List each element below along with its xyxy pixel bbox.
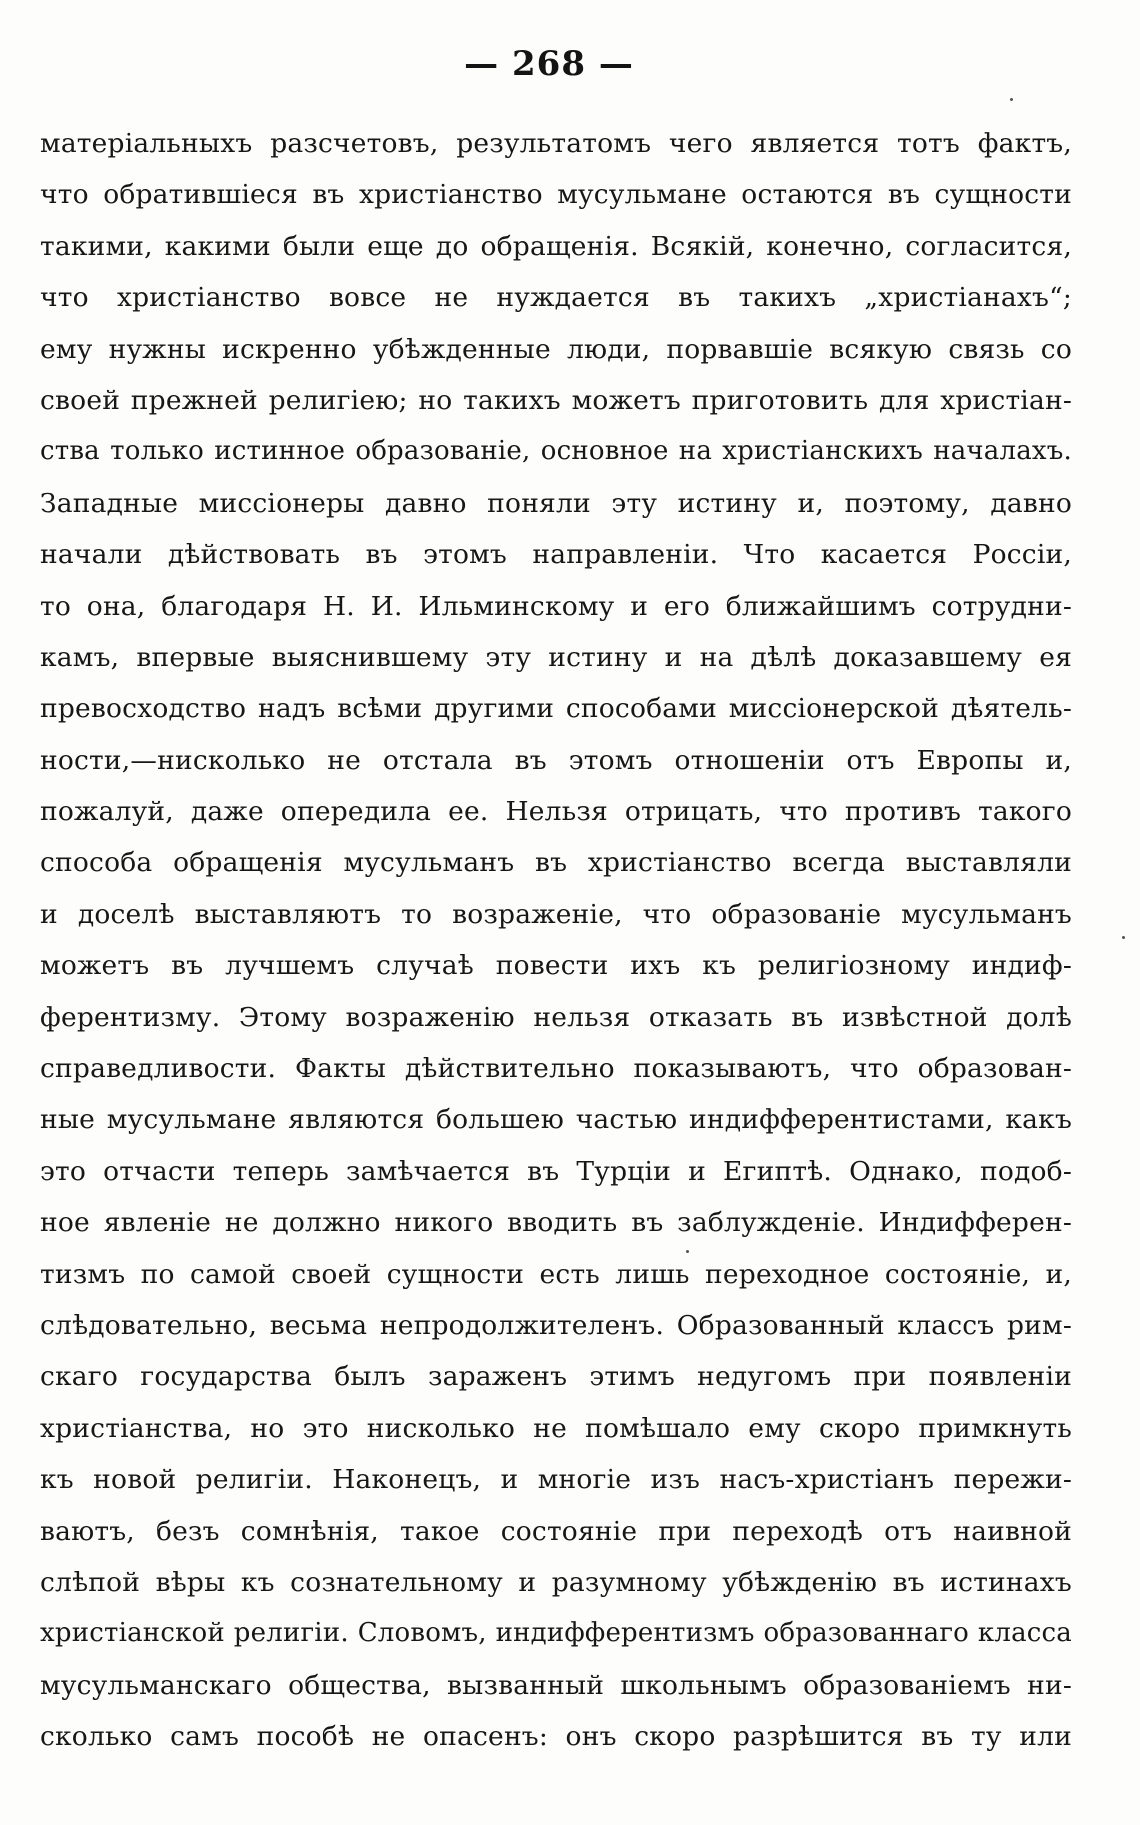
text-line: такими, какими были еще до обращенія. Всякій, конечно, согласится,	[40, 230, 1072, 262]
print-speck	[1122, 936, 1125, 939]
text-line: тизмъ по самой своей сущности есть лишь переходное состояніе, и,	[40, 1258, 1072, 1290]
text-line: способа обращенія мусульманъ въ христіанство всегда выставляли	[40, 847, 1072, 879]
text-line: христіанства, но это нисколько не помѣшало ему скоро примкнуть	[40, 1412, 1072, 1444]
text-line: справедливости. Факты дѣйствительно показываютъ, что образован-	[40, 1053, 1072, 1085]
print-speck	[686, 1250, 689, 1253]
text-line: своей прежней религіею; но такихъ можетъ приготовить для христіан-	[40, 384, 1072, 416]
text-line: ное явленіе не должно никого вводить въ заблужденіе. Индифферен-	[40, 1207, 1072, 1239]
text-line: это отчасти теперь замѣчается въ Турціи и Египтѣ. Однако, подоб-	[40, 1155, 1072, 1187]
text-line: ства только истинное образованіе, основное на христіанскихъ началахъ.	[40, 436, 1072, 467]
text-line: къ новой религіи. Наконецъ, и многіе изъ насъ-христіанъ пережи-	[40, 1464, 1072, 1496]
text-line: камъ, впервые выяснившему эту истину и на дѣлѣ доказавшему ея	[40, 641, 1072, 673]
page-number: — 268 —	[464, 44, 634, 84]
text-line: слѣдовательно, весьма непродолжителенъ. Образованный классъ рим-	[40, 1309, 1072, 1341]
text-line: скаго государства былъ зараженъ этимъ недугомъ при появленіи	[40, 1361, 1072, 1393]
text-line: можетъ въ лучшемъ случаѣ повести ихъ къ религіозному индиф-	[40, 950, 1072, 982]
text-line: мусульманскаго общества, вызванный школьнымъ образованіемъ ни-	[40, 1669, 1072, 1701]
text-line: матеріальныхъ разсчетовъ, результатомъ чего является тотъ фактъ,	[40, 128, 1072, 159]
text-line: что христіанство вовсе не нуждается въ такихъ „христіанахъ“;	[40, 282, 1072, 314]
text-line: ферентизму. Этому возраженію нельзя отказать въ извѣстной долѣ	[40, 1001, 1072, 1033]
text-line: что обратившіеся въ христіанство мусульмане остаются въ сущности	[40, 179, 1072, 211]
text-line: слѣпой вѣры къ сознательному и разумному убѣжденію въ истинахъ	[40, 1566, 1072, 1598]
text-line: то она, благодаря Н. И. Ильминскому и его ближайшимъ сотрудни-	[40, 590, 1072, 622]
text-line: ности,—нисколько не отстала въ этомъ отношеніи отъ Европы и,	[40, 744, 1072, 776]
text-line: превосходство надъ всѣми другими способами миссіонерской дѣятель-	[40, 693, 1072, 725]
text-line: ные мусульмане являются большею частью индифферентистами, какъ	[40, 1104, 1072, 1136]
text-line: сколько самъ пособѣ не опасенъ: онъ скоро разрѣшится въ ту или	[40, 1721, 1072, 1753]
text-line: христіанской религіи. Словомъ, индифферентизмъ образованнаго класса	[40, 1618, 1072, 1649]
text-line: начали дѣйствовать въ этомъ направленіи. Что касается Россіи,	[40, 539, 1072, 571]
text-line: Западные миссіонеры давно поняли эту истину и, поэтому, давно	[40, 487, 1072, 519]
text-line: и доселѣ выставляютъ то возраженіе, что образованіе мусульманъ	[40, 898, 1072, 930]
text-line: ваютъ, безъ сомнѣнія, такое состояніе при переходѣ отъ наивной	[40, 1515, 1072, 1547]
print-speck	[1010, 98, 1013, 101]
body-text	[40, 118, 1072, 1763]
text-line: ему нужны искренно убѣжденные люди, порвавшіе всякую связь со	[40, 333, 1072, 365]
text-line: пожалуй, даже опередила ее. Нельзя отрицать, что противъ такого	[40, 796, 1072, 828]
